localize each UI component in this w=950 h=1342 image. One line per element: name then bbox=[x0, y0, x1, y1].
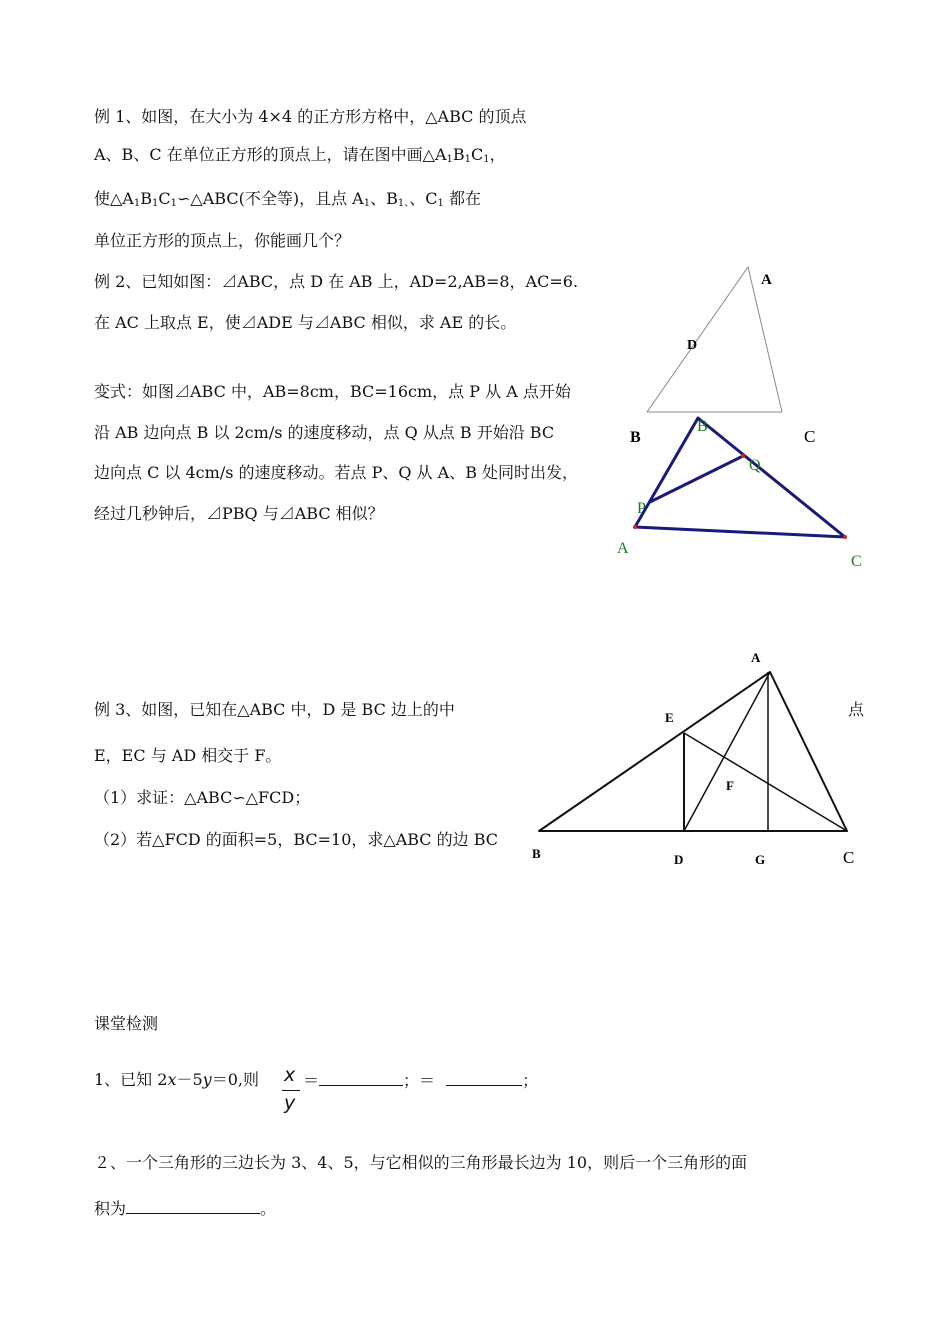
variant-line3: 边向点 C 以 4cm/s 的速度移动。若点 P、Q 从 A、B 处同时出发， bbox=[94, 463, 579, 482]
example3-line1: 例 3、如图，已知在△ABC 中，D 是 BC 边上的中 bbox=[94, 700, 455, 719]
segment-ad bbox=[684, 672, 770, 831]
triangle-abc bbox=[539, 672, 847, 831]
variant-line4: 经过几秒钟后，⊿PBQ 与⊿ABC 相似？ bbox=[94, 504, 384, 523]
point-a bbox=[633, 525, 637, 529]
triangle-abc bbox=[635, 418, 845, 537]
triangle-abc-outline bbox=[647, 267, 782, 412]
fraction-numerator: x bbox=[284, 1064, 296, 1086]
example3-line3: （1）求证：△ABC∽△FCD； bbox=[94, 788, 311, 807]
label-c: C bbox=[843, 848, 855, 867]
check-q2-line2: 积为 。 bbox=[94, 1199, 277, 1218]
example3-line4: （2）若△FCD 的面积=5，BC=10，求△ABC 的边 BC bbox=[94, 830, 499, 849]
label-d: D bbox=[674, 852, 684, 867]
label-f: F bbox=[726, 778, 734, 793]
variant-line1: 变式：如图⊿ABC 中，AB=8cm，BC=16cm，点 P 从 A 点开始 bbox=[94, 382, 571, 401]
label-b: B bbox=[532, 846, 541, 861]
example1-line4: 单位正方形的顶点上，你能画几个？ bbox=[94, 231, 351, 250]
example3-line2: E，EC 与 AD 相交于 F。 bbox=[94, 746, 282, 765]
answer-blank-3[interactable] bbox=[126, 1197, 260, 1214]
label-b: B bbox=[697, 418, 708, 435]
label-a: A bbox=[761, 272, 772, 288]
label-e: E bbox=[665, 710, 674, 725]
fraction-bar bbox=[282, 1090, 300, 1091]
fraction-denominator: y bbox=[284, 1092, 296, 1114]
example1-line2: A、B、C 在单位正方形的顶点上，请在图中画$\triangle A_1B_1C_1$， bbox=[94, 145, 506, 165]
label-c: C bbox=[851, 553, 862, 570]
label-b: B bbox=[630, 429, 641, 446]
label-p: P bbox=[637, 500, 646, 517]
example1-line1: 例 1、如图，在大小为 4×4 的正方形方格中，△ABC 的顶点 bbox=[94, 107, 527, 126]
label-d: D bbox=[687, 338, 698, 353]
label-c: C bbox=[804, 427, 816, 446]
check-q1: 1、已知 2x－5y＝0,则 bbox=[94, 1070, 259, 1089]
label-q: Q bbox=[749, 457, 761, 474]
answer-blank-1[interactable] bbox=[319, 1069, 403, 1086]
variant-line2: 沿 AB 边向点 B 以 2cm/s 的速度移动，点 Q 从点 B 开始沿 BC bbox=[94, 423, 555, 442]
example2-line2: 在 AC 上取点 E，使⊿ADE 与⊿ABC 相似，求 AE 的长。 bbox=[94, 313, 517, 332]
label-a: A bbox=[617, 540, 629, 557]
label-g: G bbox=[755, 852, 766, 867]
label-a: A bbox=[751, 650, 761, 665]
answer-blank-2[interactable] bbox=[446, 1069, 522, 1086]
example3-figure bbox=[525, 645, 865, 875]
check-q1-answers: ＝ ；＝ ； bbox=[303, 1071, 539, 1090]
example1-line3: 使$\triangle A_1B_1C_1∽\triangle ABC$(不全等)，且点 $A_1$、$B_{1、}$、$C_1$ 都在 bbox=[94, 189, 481, 209]
variant-figure bbox=[610, 410, 865, 575]
example3-fragment: 点 bbox=[848, 700, 865, 719]
check-q2-line1: ２、一个三角形的三边长为 3、4、5，与它相似的三角形最长边为 10，则后一个三角形的面 bbox=[94, 1153, 748, 1172]
example2-line1: 例 2、已知如图：⊿ABC，点 D 在 AB 上，AD=2,AB=8，AC=6. bbox=[94, 272, 579, 291]
check-title: 课堂检测 bbox=[94, 1014, 159, 1033]
point-c bbox=[843, 535, 847, 539]
point-q bbox=[741, 454, 745, 458]
